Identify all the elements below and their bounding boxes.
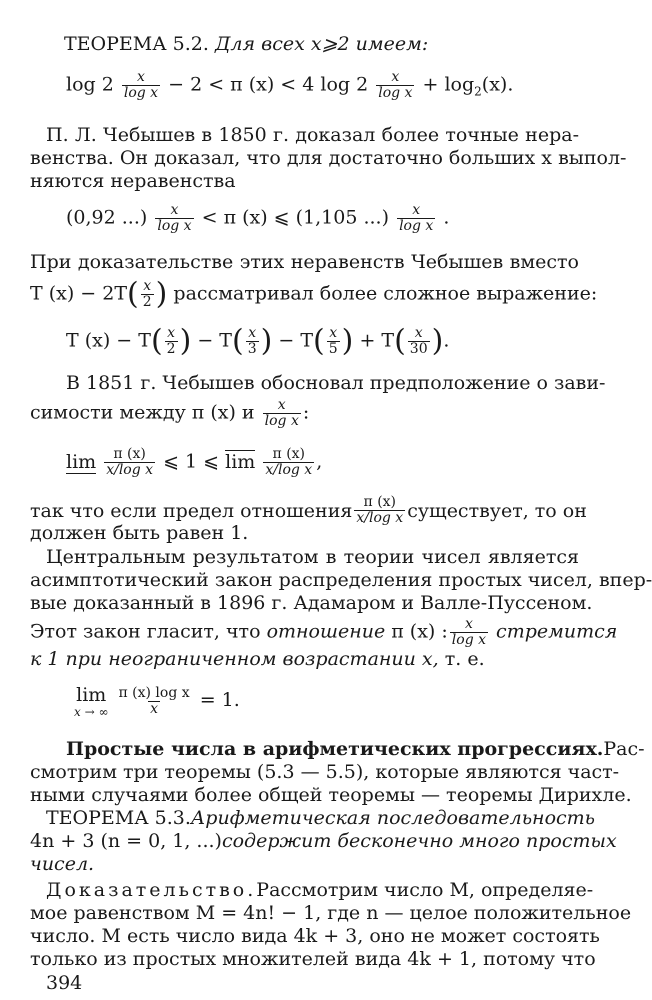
formula-chebyshev-bounds <box>66 203 449 234</box>
theorem-5-3 <box>46 807 596 829</box>
formula-part: (x). <box>481 73 514 96</box>
text-line: число. M есть число вида 4k + 3, оно не может состоять <box>30 925 600 947</box>
numerator: x <box>170 202 179 218</box>
formula-part: π (x) : <box>391 620 448 643</box>
lim-text: lim <box>76 684 107 706</box>
text-line <box>66 738 645 760</box>
section-heading: Простые числа в арифметических прогрессиях. <box>66 738 604 760</box>
text-line: вые доказанный в 1896 г. Адамаром и Валле-Пуссеном. <box>30 592 593 614</box>
formula-part: ⩽ 1 ⩽ <box>163 450 220 473</box>
fraction <box>450 617 488 648</box>
formula-part: (0,92 ...) <box>66 206 148 229</box>
text-part: так что если предел отношения <box>30 499 353 522</box>
theorem-text: Для всех x⩾2 имеем: <box>214 33 429 55</box>
fraction <box>354 495 405 526</box>
formula-part: log 2 <box>66 73 114 96</box>
formula-part: , <box>316 450 323 473</box>
numerator: x <box>414 325 423 341</box>
numerator: π (x) <box>272 446 306 462</box>
paren: ) <box>341 323 354 359</box>
lim-subscript: x → ∞ <box>74 705 109 719</box>
text-line: мое равенством M = 4n! − 1, где n — целое положительное <box>30 902 632 924</box>
formula-part: T (x) − 2T <box>30 282 128 305</box>
formula-part: − T <box>278 329 314 352</box>
denominator: 2 <box>166 341 176 357</box>
lim-inf: lim <box>66 450 97 473</box>
text-line: П. Л. Чебышев в 1850 г. доказал более точные нера- <box>46 124 579 146</box>
text-line: При доказательстве этих неравенств Чебышев вместо <box>30 251 579 273</box>
text-line: ными случаями более общей теоремы — теоремы Дирихле. <box>30 784 632 806</box>
numerator: x <box>143 278 152 294</box>
formula-part: . <box>443 329 450 352</box>
text-line: асимптотический закон распределения простых чисел, впер- <box>30 569 652 591</box>
paren: ( <box>394 323 406 359</box>
formula-bounds <box>66 70 513 102</box>
theorem-text-line <box>30 830 617 852</box>
text-line: смотрим три теоремы (5.3 — 5.5), которые являются част- <box>30 761 620 783</box>
theorem-5-2 <box>64 33 428 55</box>
denominator: log x <box>123 85 159 101</box>
text-line-with-formula <box>30 617 617 648</box>
text-line: Центральным результатом в теории чисел является <box>46 546 579 568</box>
theorem-text-line: чисел. <box>30 853 95 875</box>
denominator: log x <box>451 632 486 648</box>
fraction <box>141 279 154 310</box>
lim-sup: lim <box>225 450 256 473</box>
paren: ( <box>127 276 139 312</box>
formula-part: − 2 < π (x) < 4 log 2 <box>168 73 369 96</box>
formula-part: + T <box>359 329 395 352</box>
denominator: 30 <box>409 341 428 357</box>
text-part: Этот закон гласит, что <box>30 620 261 643</box>
formula-chebyshev-expression <box>66 323 450 359</box>
text-line-with-formula <box>30 398 309 429</box>
fraction <box>397 203 435 234</box>
text-line: венства. Он доказал, что для достаточно больших x выпол- <box>30 147 627 169</box>
subscript: 2 <box>474 84 482 99</box>
denominator: log x <box>378 85 413 101</box>
formula-lim-inf-sup <box>66 447 322 478</box>
paren: ) <box>179 323 192 359</box>
text-line: только из простых множителей вида 4k + 1, потому что <box>30 948 596 970</box>
numerator: x <box>248 325 257 341</box>
paren: ( <box>150 323 163 359</box>
fraction <box>104 447 155 478</box>
fraction <box>408 326 430 357</box>
denominator: log x <box>157 218 192 234</box>
text-part: существует, то он <box>407 499 587 522</box>
numerator: π (x) <box>363 494 397 510</box>
numerator: x <box>464 616 473 632</box>
numerator: π (x) log x <box>118 684 190 701</box>
fraction <box>155 203 193 234</box>
formula-part: + log <box>422 73 475 96</box>
paren: ) <box>260 323 273 359</box>
fraction <box>246 326 259 357</box>
theorem-heading: ТЕОРЕМА 5.3. <box>46 807 191 829</box>
paren: ( <box>231 323 244 359</box>
numerator: x <box>329 325 338 341</box>
text-part: Рассмотрим число M, определяе- <box>256 879 594 901</box>
denominator: x <box>150 700 159 717</box>
text-line: няются неравенства <box>30 170 236 192</box>
fraction <box>263 447 314 478</box>
denominator: 3 <box>247 341 257 357</box>
fraction <box>263 398 301 429</box>
numerator: x <box>412 202 421 218</box>
text-part: : <box>302 401 310 424</box>
text-line-with-formula <box>30 276 598 312</box>
text-part: отношение <box>266 620 386 643</box>
denominator: x/log x <box>106 462 154 478</box>
page-number: 394 <box>46 972 83 994</box>
text-part: рассматривал более сложное выражение: <box>173 282 598 305</box>
text-part: Рас- <box>603 738 645 760</box>
denominator: x/log x <box>356 510 404 526</box>
text-line <box>30 648 485 670</box>
denominator: x/log x <box>265 462 313 478</box>
text-line: должен быть равен 1. <box>30 522 249 544</box>
paren: ) <box>431 323 444 359</box>
numerator: x <box>137 69 145 85</box>
proof-line <box>46 879 594 901</box>
paren: ( <box>313 323 325 359</box>
paren: ) <box>155 276 168 312</box>
fraction <box>117 686 192 717</box>
numerator: x <box>167 325 176 341</box>
denominator: log x <box>399 218 434 234</box>
text-part: стремится <box>496 620 618 643</box>
denominator: log x <box>264 413 299 429</box>
proof-heading: Доказательство. <box>46 879 257 901</box>
formula-part: = 1. <box>199 689 240 711</box>
theorem-text: Арифметическая последовательность <box>190 807 596 829</box>
formula-part: 4n + 3 (n = 0, 1, ...) <box>30 830 222 852</box>
formula-prime-number-theorem <box>74 684 240 718</box>
theorem-text: содержит бесконечно много простых <box>221 830 617 852</box>
text-part: симости между π (x) и <box>30 401 255 424</box>
fraction <box>376 70 414 101</box>
numerator: π (x) <box>113 446 146 462</box>
formula-part: < π (x) ⩽ (1,105 ...) <box>201 206 390 229</box>
fraction <box>122 70 160 101</box>
text-part: т. е. <box>444 648 485 670</box>
theorem-heading: ТЕОРЕМА 5.2. <box>64 33 209 55</box>
text-part: к 1 при неограниченном возрастании x, <box>30 648 439 670</box>
denominator: 5 <box>328 341 338 357</box>
formula-part: − T <box>197 329 232 352</box>
fraction <box>327 326 340 357</box>
formula-part: . <box>443 206 450 229</box>
limit <box>74 684 108 718</box>
numerator: x <box>391 69 400 85</box>
numerator: x <box>277 397 286 413</box>
fraction <box>165 326 178 357</box>
denominator: 2 <box>142 294 152 310</box>
text-line: В 1851 г. Чебышев обосновал предположение о зави- <box>66 372 606 394</box>
formula-part: T (x) − T <box>66 329 151 352</box>
